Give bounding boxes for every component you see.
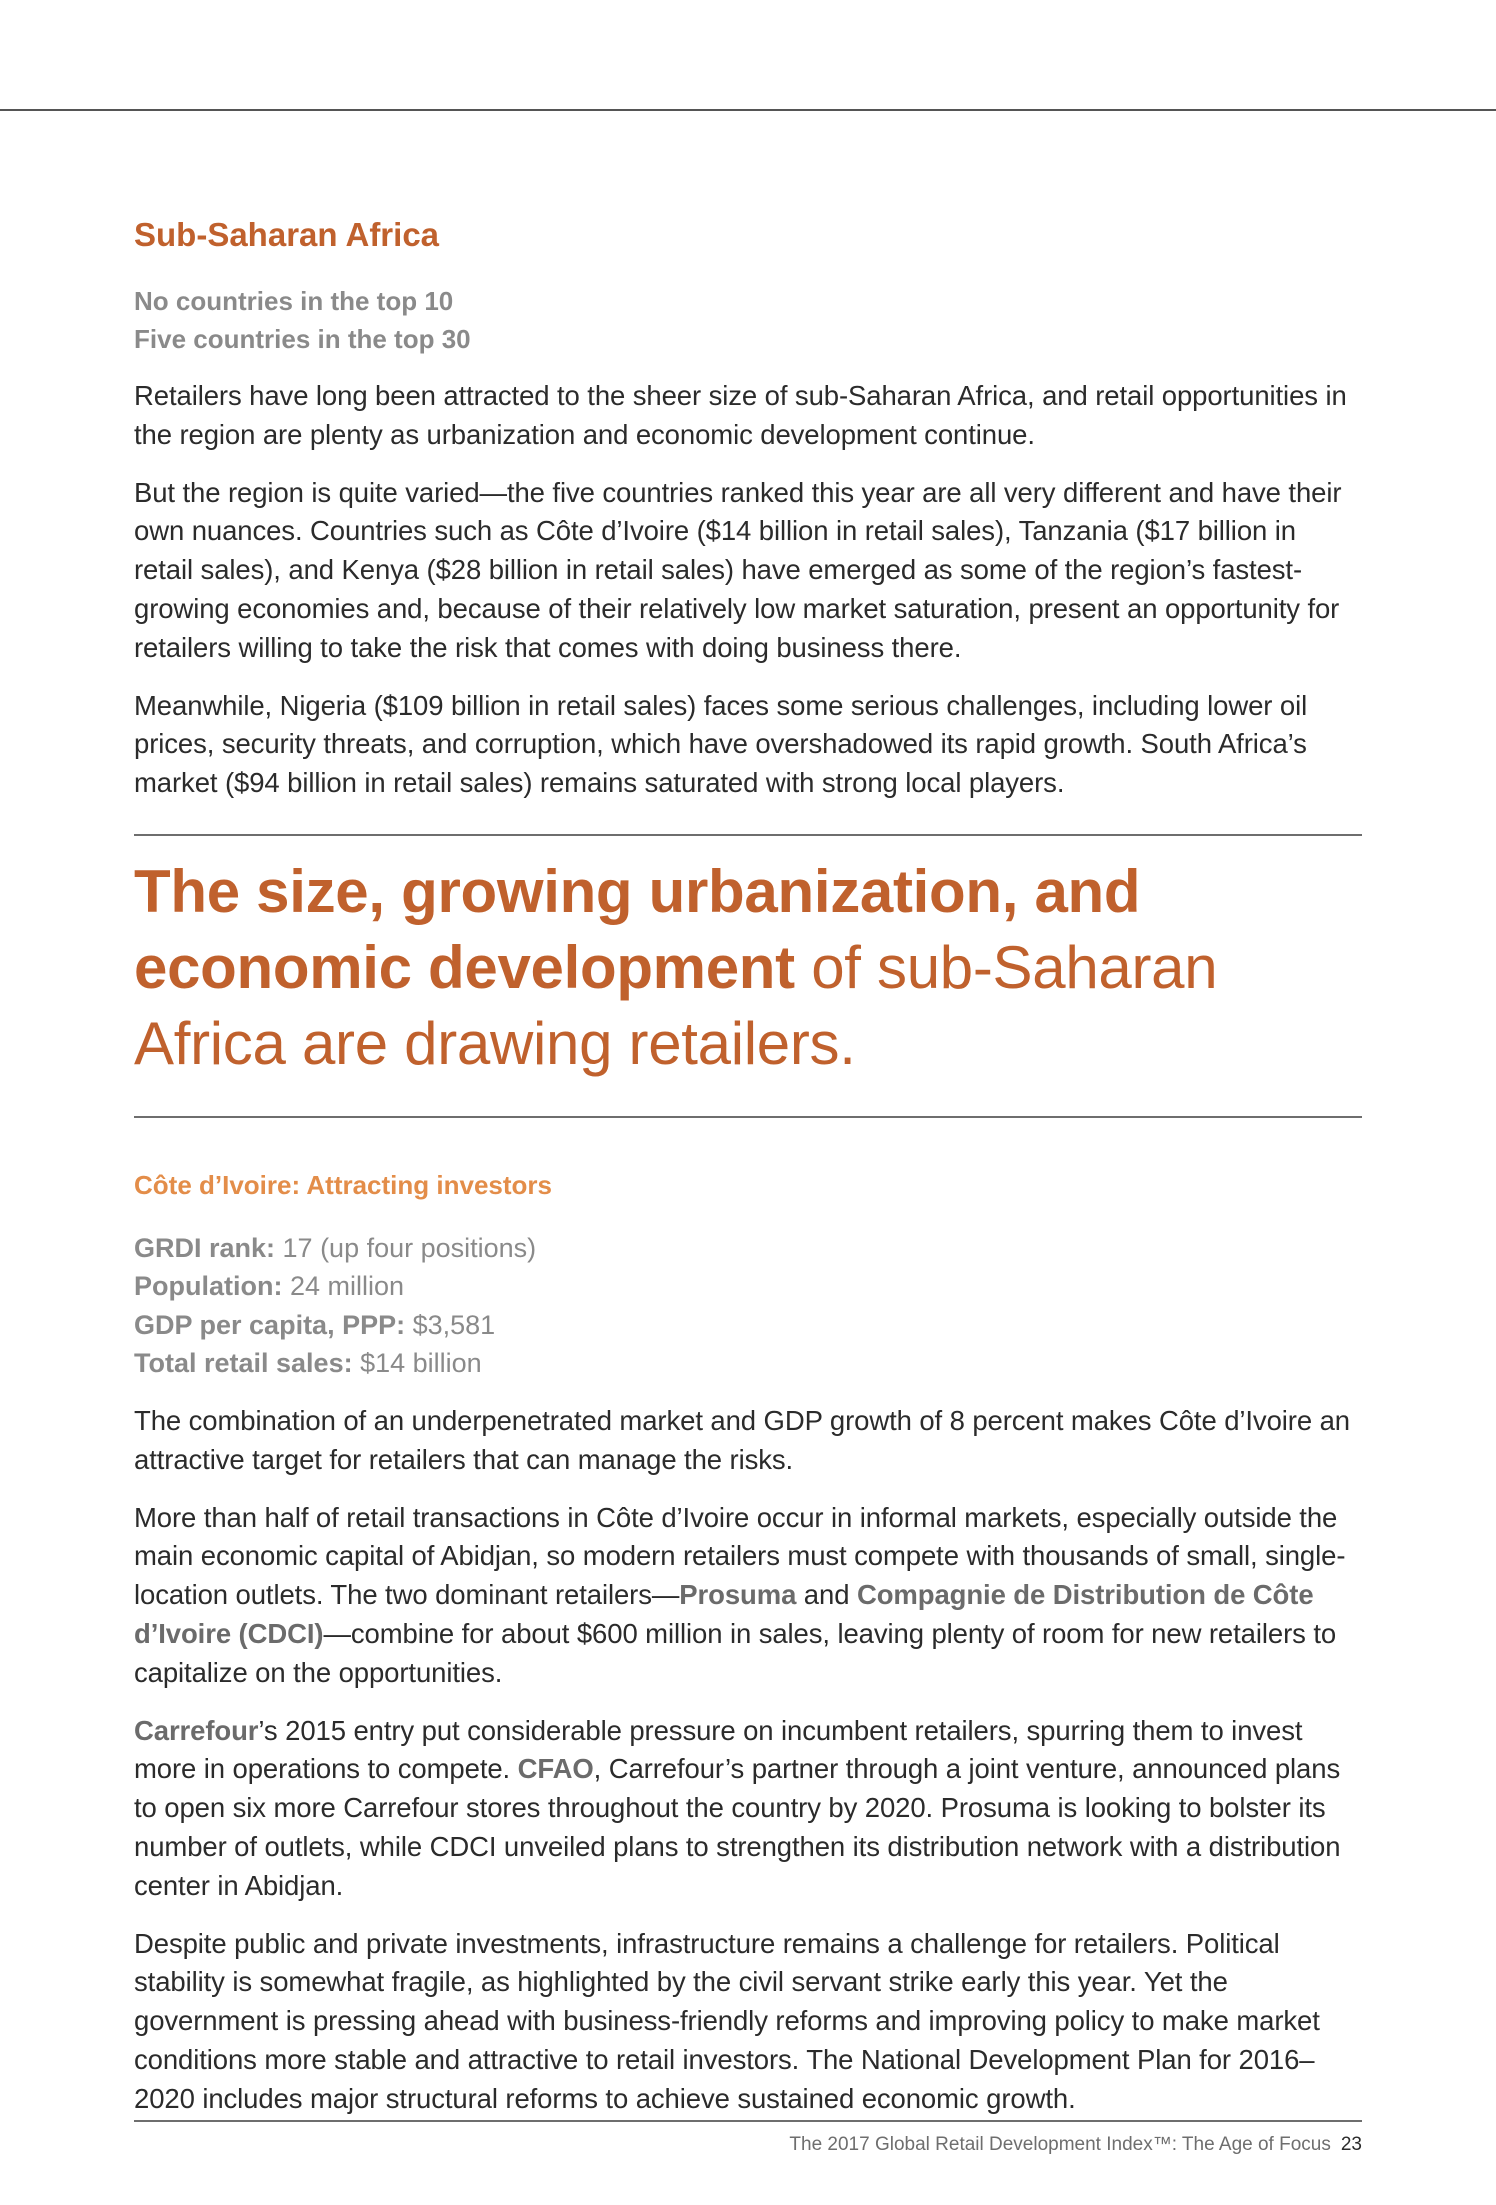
fact-value: $14 billion (352, 1348, 482, 1379)
fact-total-retail-sales (134, 1344, 1362, 1383)
fact-label: Population: (134, 1271, 283, 1302)
fact-value: 17 (up four positions) (275, 1232, 537, 1263)
retailer-name: Carrefour (134, 1714, 259, 1746)
text-run: , Carrefour’s partner through a joint venture, announced plans to open six more Carrefour stores throughout the country by 2020. Prosuma is looking to bolster its number of outlets, while CDCI unveiled plans to strengthen its distribution network with a distribution center in Abidjan. (134, 1753, 1341, 1901)
pull-quote-rest: of sub-Saharan Africa are drawing retailers. (134, 933, 1218, 1077)
intro-paragraph-2: But the region is quite varied—the five countries ranked this year are all very different and have their own nuances. Countries such as Côte d’Ivoire ($14 billion in retail sales), Tanzania ($17 billion in retail sales), and Kenya ($28 billion in retail sales) have emerged as some of the region’s fastest-growing economies and, because of their relatively low market saturation, present an opportunity for retailers willing to take the risk that comes with doing business there. (134, 476, 1342, 663)
retailer-name: CFAO (517, 1753, 594, 1785)
country-facts (134, 1229, 1362, 1383)
case-paragraph-4: Despite public and private investments, infrastructure remains a challenge for retailers. Political stability is somewhat fragile, as highlighted by the civil servant strike early this year. Yet the government is pressing ahead with business-friendly reforms and improving policy to make market conditions more stable and attractive to retail investors. The National Development Plan for 2016–2020 includes major structural reforms to achieve sustained economic growth. (134, 1927, 1320, 2114)
case-heading: Côte d’Ivoire: Attracting investors (134, 1169, 552, 1200)
footer-rule (134, 2120, 1362, 2122)
retailer-name: Prosuma (679, 1579, 797, 1611)
intro-paragraph-3: Meanwhile, Nigeria ($109 billion in retail sales) faces some serious challenges, including lower oil prices, security threats, and corruption, which have overshadowed its rapid growth. South Africa’s market ($94 billion in retail sales) remains saturated with strong local players. (134, 689, 1308, 799)
case-paragraph-2 (134, 1499, 1362, 1693)
case-paragraph-1: The combination of an underpenetrated market and GDP growth of 8 percent makes Côte d’Ivoire an attractive target for retailers that can manage the risks. (134, 1404, 1350, 1475)
text-run: —combine for about $600 million in sales, leaving plenty of room for new retailers to capitalize on the opportunities. (134, 1617, 1337, 1688)
retailer-name: Compagnie de Distribution de Côte d’Ivoire (CDCI) (134, 1579, 1314, 1649)
fact-grdi-rank (134, 1229, 1362, 1268)
case-paragraph-3 (134, 1712, 1362, 1906)
subhead-top30: Five countries in the top 30 (134, 324, 471, 354)
fact-value: 24 million (282, 1271, 405, 1302)
page-content (134, 210, 1362, 2119)
section-heading: Sub-Saharan Africa (134, 216, 440, 253)
section-subheading (134, 282, 1362, 358)
subhead-top10: No countries in the top 10 (134, 286, 454, 316)
intro-paragraph-1: Retailers have long been attracted to the sheer size of sub-Saharan Africa, and retail opportunities in the region are plenty as urbanization and economic development continue. (134, 380, 1347, 450)
header-rule (0, 109, 1496, 111)
fact-label: Total retail sales: (134, 1348, 353, 1379)
page-number: 23 (1340, 2134, 1362, 2155)
pull-quote-text (134, 854, 1362, 1082)
fact-gdp-per-capita (134, 1306, 1362, 1345)
text-run: More than half of retail transactions in Côte d’Ivoire occur in informal markets, especially outside the main economic capital of Abidjan, so modern retailers must compete with thousands of small, single-location outlets. The two dominant retailers— (134, 1501, 1346, 1611)
fact-label: GRDI rank: (134, 1232, 276, 1263)
footer-title: The 2017 Global Retail Development Index™: The Age of Focus (789, 2134, 1331, 2155)
pull-quote-emphasis: The size, growing urbanization, and economic development (134, 857, 1141, 1001)
fact-value: $3,581 (405, 1309, 496, 1340)
fact-population (134, 1267, 1362, 1306)
page-footer (789, 2134, 1362, 2156)
pull-quote (134, 834, 1362, 1118)
text-run: and (796, 1579, 857, 1611)
text-run: ’s 2015 entry put considerable pressure on incumbent retailers, spurring them to invest more in operations to compete. (134, 1714, 1303, 1785)
fact-label: GDP per capita, PPP: (134, 1309, 406, 1340)
